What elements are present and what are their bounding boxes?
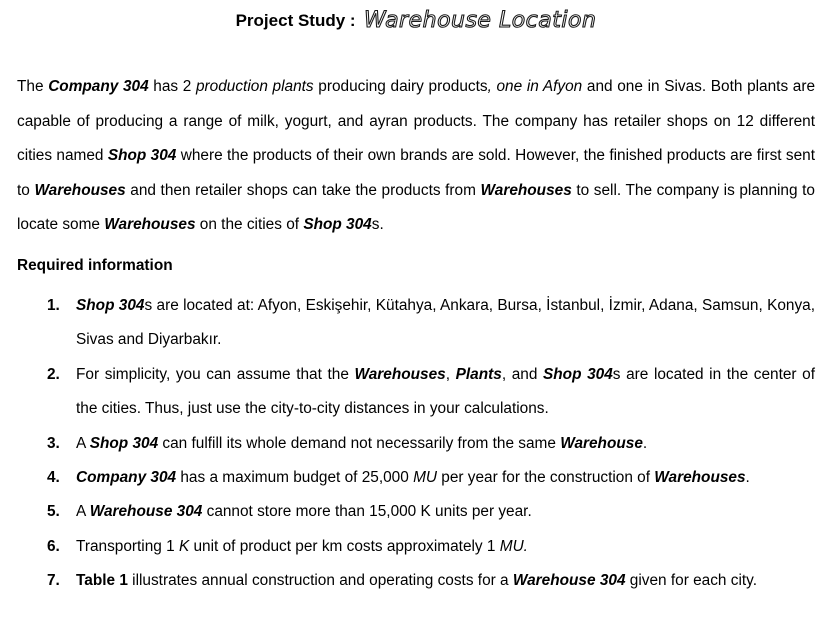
item-text-italic: K xyxy=(178,537,190,555)
item-text-emphasis: Warehouse xyxy=(560,434,643,452)
required-info-heading: Required information xyxy=(17,256,173,274)
list-item xyxy=(17,427,815,461)
title-prefix: Project Study : xyxy=(235,11,356,30)
intro-warehouses: Warehouses xyxy=(104,216,196,234)
item-number: 6. xyxy=(47,537,60,555)
item-text-emphasis: Warehouses xyxy=(654,469,746,486)
intro-text: and one in Sivas. Both plants are capable of producing a range of milk, yogurt, and ayran products. The company has retailer shops on 12 different cities named xyxy=(17,78,816,165)
item-number: 3. xyxy=(47,434,60,452)
title-main: Warehouse Location xyxy=(364,8,597,33)
intro-text: has 2 xyxy=(148,78,196,95)
list-item xyxy=(17,461,815,495)
item-text-italic: MU xyxy=(413,469,437,486)
item-text-emphasis: Warehouse 304 xyxy=(89,503,203,521)
item-number: 4. xyxy=(47,469,60,486)
item-number: 1. xyxy=(47,296,60,314)
list-item xyxy=(17,358,815,427)
list-item xyxy=(17,289,815,358)
item-number: 7. xyxy=(47,572,60,590)
intro-text: The xyxy=(17,78,49,95)
item-text-emphasis: Shop 304 xyxy=(76,296,145,314)
list-item xyxy=(17,495,815,529)
item-text: given for each city. xyxy=(625,572,757,590)
item-text: For simplicity, you can assume that the xyxy=(76,365,355,383)
item-text-italic: MU. xyxy=(499,537,528,555)
item-text-bold: Table 1 xyxy=(76,572,128,590)
item-text: . xyxy=(745,469,750,486)
intro-text: and then retailer shops can take the products from xyxy=(125,181,481,199)
item-text: has a maximum budget of 25,000 xyxy=(176,469,414,486)
item-text-emphasis: Warehouse 304 xyxy=(512,572,626,590)
item-text: can fulfill its whole demand not necessarily from the same xyxy=(158,434,561,452)
item-text: , xyxy=(445,365,456,383)
document-page xyxy=(0,6,829,641)
item-number: 2. xyxy=(47,365,60,383)
list-item xyxy=(17,530,815,564)
item-text-emphasis: Plants xyxy=(455,365,502,383)
intro-text: producing dairy products xyxy=(313,78,488,95)
intro-company: Company 304 xyxy=(48,78,149,95)
item-text: cannot store more than 15,000 K units per year. xyxy=(202,503,532,521)
intro-warehouses: Warehouses xyxy=(34,181,126,199)
item-text: A xyxy=(76,503,90,521)
page-title xyxy=(17,6,815,42)
item-text: per year for the construction of xyxy=(437,469,655,486)
intro-text: s. xyxy=(371,216,384,234)
intro-shop304: Shop 304 xyxy=(303,216,372,234)
item-text-emphasis: Shop 304 xyxy=(89,434,159,452)
item-text-emphasis: Company 304 xyxy=(76,469,177,486)
intro-production-plants: production plants xyxy=(196,78,314,95)
intro-text: on the cities of xyxy=(195,216,304,234)
intro-text: to sell. The company is planning to locate some xyxy=(17,181,815,234)
item-text: . xyxy=(642,434,648,452)
item-text: s are located at: Afyon, Eskişehir, Kütahya, Ankara, Bursa, İstanbul, İzmir, Adana, Samsun, Konya, Sivas and Diyarbakır. xyxy=(76,296,815,349)
intro-afyon: , one in Afyon xyxy=(487,78,583,95)
item-text-emphasis: Shop 304 xyxy=(543,365,613,383)
item-number: 5. xyxy=(47,503,60,521)
item-text-emphasis: Warehouses xyxy=(354,365,446,383)
item-text: illustrates annual construction and operating costs for a xyxy=(127,572,513,590)
item-text: , and xyxy=(501,365,544,383)
intro-text: where the products of their own brands are sold. However, the finished products are first sent to xyxy=(17,147,815,199)
item-text: unit of product per km costs approximately 1 xyxy=(189,537,500,555)
requirements-list xyxy=(17,289,815,599)
list-item xyxy=(17,564,815,598)
intro-paragraph xyxy=(17,70,815,243)
item-text: s are located in the center of the cities. Thus, just use the city-to-city distances in your calculations. xyxy=(76,365,815,418)
intro-warehouses: Warehouses xyxy=(480,181,572,199)
intro-shop: Shop 304 xyxy=(107,147,177,165)
item-text: A xyxy=(76,434,90,452)
item-text: Transporting 1 xyxy=(76,537,179,555)
